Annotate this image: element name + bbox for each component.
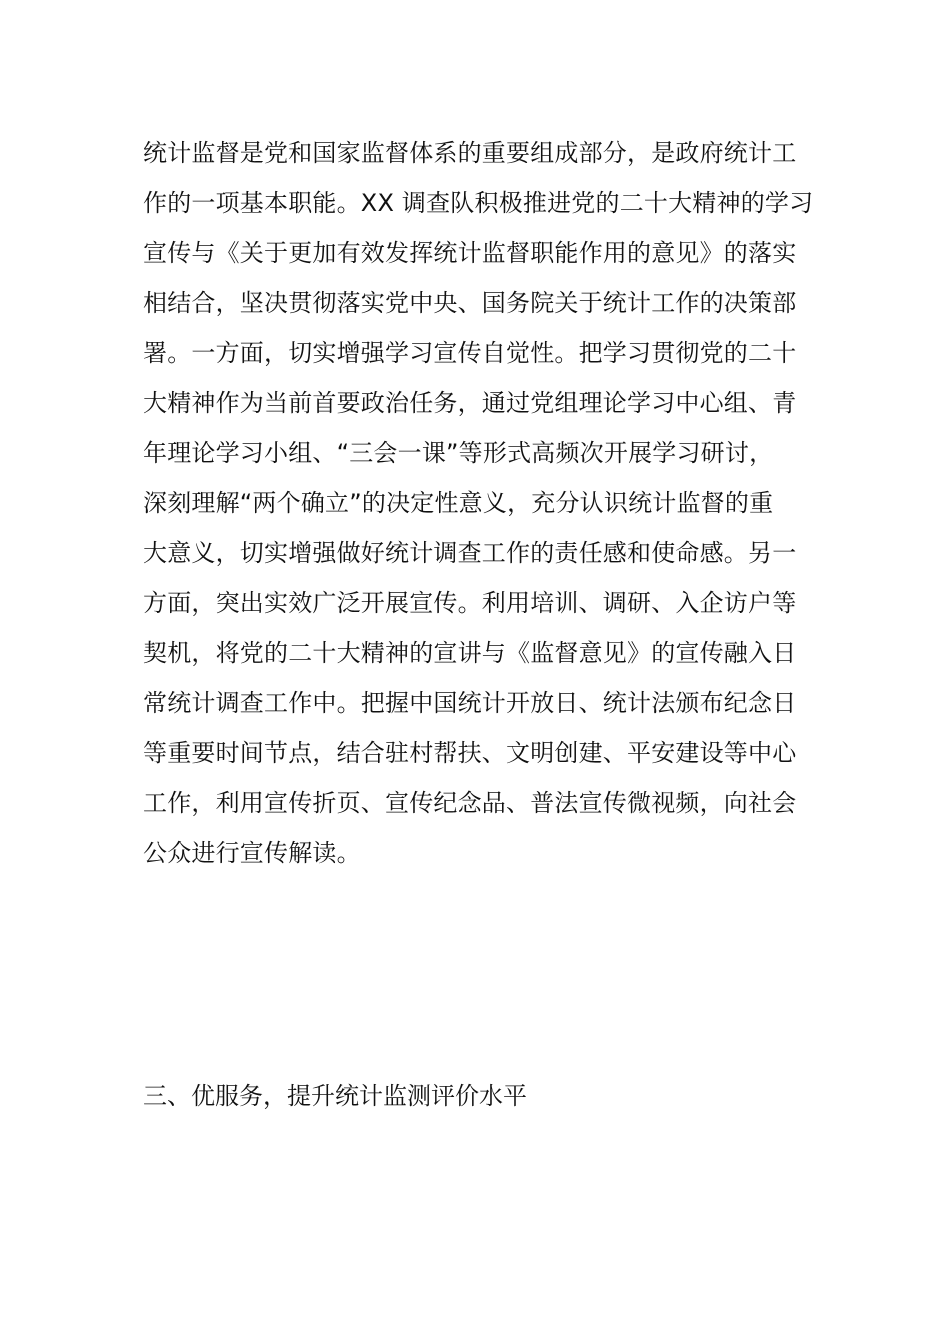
paragraph-line: 等重要时间节点，结合驻村帮扶、文明创建、平安建设等中心: [143, 739, 797, 767]
paragraph-line: 深刻理解“两个确立”的决定性意义，充分认识统计监督的重: [143, 489, 774, 517]
paragraph-line: 大意义，切实增强做好统计调查工作的责任感和使命感。另一: [143, 539, 797, 567]
paragraph-line: 年理论学习小组、“三会一课”等形式高频次开展学习研讨，: [143, 439, 774, 467]
paragraph-line: 相结合，坚决贯彻落实党中央、国务院关于统计工作的决策部: [143, 289, 797, 317]
paragraph-line: 方面，突出实效广泛开展宣传。利用培训、调研、入企访户等: [143, 589, 797, 617]
paragraph-line: 统计监督是党和国家监督体系的重要组成部分，是政府统计工: [143, 139, 797, 167]
paragraph-line: 公众进行宣传解读。: [143, 839, 361, 867]
paragraph-line: 署。一方面，切实增强学习宣传自觉性。把学习贯彻党的二十: [143, 339, 797, 367]
paragraph-line: 常统计调查工作中。把握中国统计开放日、统计法颁布纪念日: [143, 689, 797, 717]
paragraph-line: 契机，将党的二十大精神的宣讲与《监督意见》的宣传融入日: [143, 639, 797, 667]
paragraph-line: 工作，利用宣传折页、宣传纪念品、普法宣传微视频，向社会: [143, 789, 797, 817]
paragraph-line: 宣传与《关于更加有效发挥统计监督职能作用的意见》的落实: [143, 239, 797, 267]
body-paragraph: [143, 128, 814, 878]
paragraph-line: 作的一项基本职能。XX 调查队积极推进党的二十大精神的学习: [143, 189, 814, 217]
paragraph-line: 大精神作为当前首要政治任务，通过党组理论学习中心组、青: [143, 389, 797, 417]
section-heading: 三、优服务，提升统计监测评价水平: [143, 1082, 527, 1110]
